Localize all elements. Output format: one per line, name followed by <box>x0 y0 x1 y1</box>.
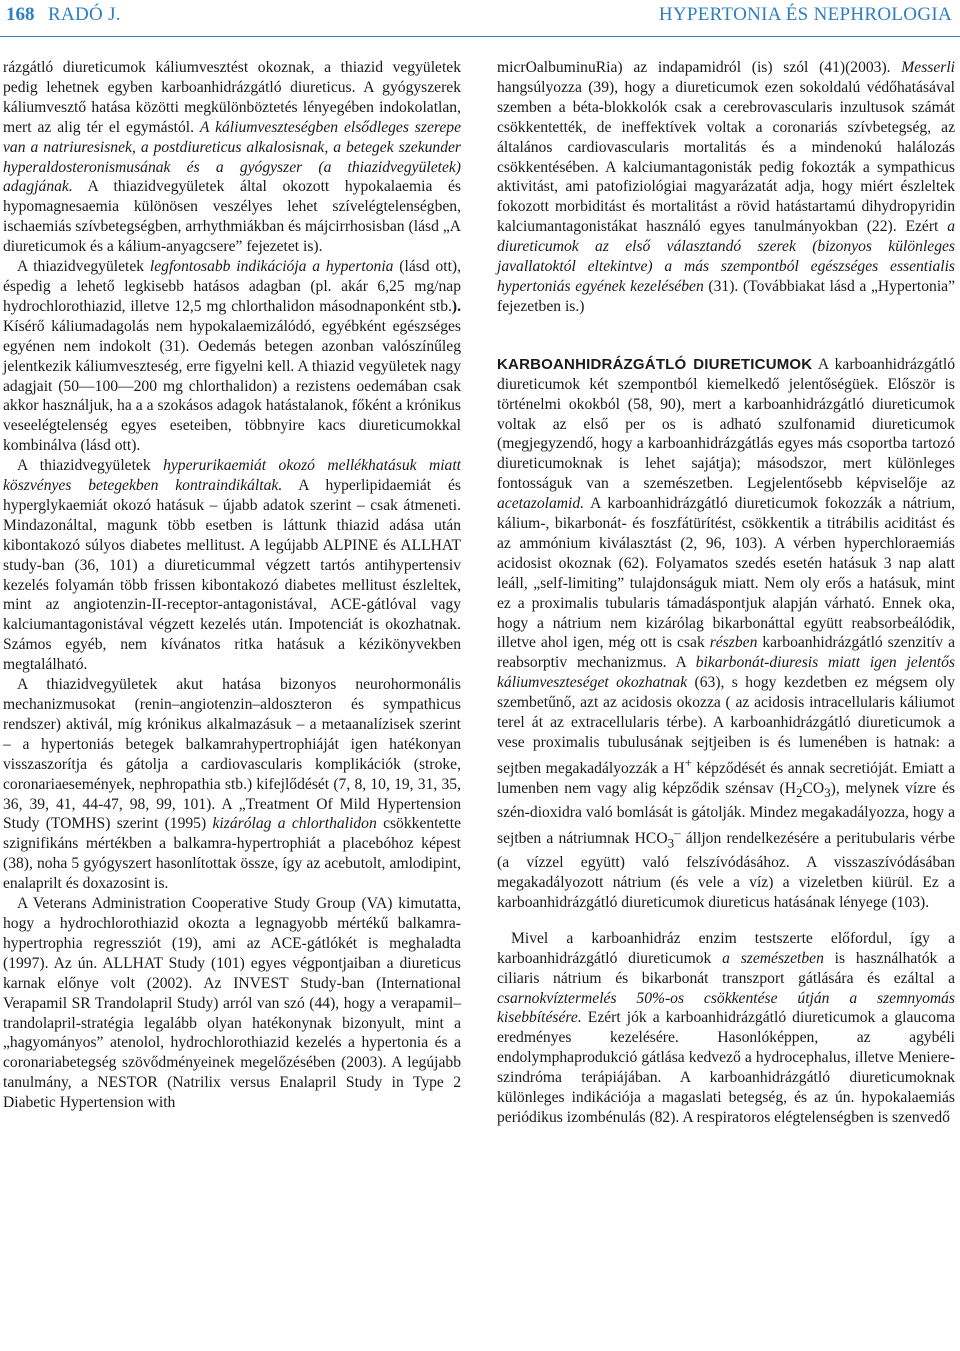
italic-run: a diureticumok az első választandó szerek (bizonyos különleges javallatoktól eltekintve) a más szempontból egészséges essentialis hypertoniás egyének kezelésében <box>497 218 955 295</box>
text-run: rázgátló diureticumok káliumvesztést okoznak, a thiazid vegyületek pedig lehetnek egyben karboanhidrázgátló diureticus. A gyógyszerek káliumvesztő hatása közötti megkülönböztetés lényegében indokolatlan, mert az alig tér el egymástól. <box>3 59 461 136</box>
italic-run: csarnokvíztermelés 50%-os csökkentése útján a szemnyomás kisebbítésére. <box>497 989 955 1027</box>
subscript: 2 <box>795 785 803 801</box>
running-author: RADÓ J. <box>48 4 121 25</box>
text-run: is használhatók a ciliaris nátrium és bikarbonát transzport gátlására és ezáltal a <box>497 949 956 987</box>
italic-run: hyperurikaemiát okozó mellékhatásuk miatt köszvényes betegekben kontraindikáltak. <box>3 457 462 495</box>
text-run: csökkentette szignifikáns mértékben a balkamra-hypertrophiát a placebóhoz képest (38), noha 5 gyógyszert hasonlítottak össze, így az acebutolt, amlodipint, enalaprilt és doxazosint is. <box>3 815 462 893</box>
section-heading: KARBOANHIDRÁZGÁTLÓ DIURETICUMOK <box>497 355 813 373</box>
paragraph: A Veterans Administration Cooperative Study Group (VA) kimutatta, hogy a hydrochlorothiazid okozta a legnagyobb mértékű balkamra-hypertrophia regressziót (19), ami az ACE-gátlókét is meghaladta (1997). Az ún. ALLHAT Study (101) egyes végpontjaiban a diureticus karnak előnye volt (2002). Az INVEST Study-ban (International Verapamil SR Trandolapril Study) arról van szó (44), hogy a verapamil–trandolapril-stratégia legalább olyan hatékonynak bizonyult, mint a „hagyományos” atenolol, hydrochlorothiazid kezelés a hypertonia és a coronariabetegség szövődményeinek megelőzésében (2003). A legújabb tanulmány, a NESTOR (Natrilix versus Enalapril Study in Type 2 Diabetic Hypertension with <box>3 895 461 1112</box>
text-run: ), melynek vízre és szén-dioxidra való bomlását is gátolják. Mindez megakadályozza, hogy a sejtben a nátriumnak HCO <box>497 780 955 848</box>
text-run: CO <box>802 780 825 797</box>
paragraph <box>497 929 955 1128</box>
paragraph <box>497 355 955 913</box>
text-run: A hyperlipidaemiát és hyperglykaemiát okozó hatásuk – újabb adatok szerint – csak átmeneti. Mindazonáltal, magunk több esetben is láttunk thiazid adása után kibontakozó súlyos diabetes mellitust. A legújabb ALPINE és ALLHAT study-ban (36, 101) a diureticummal végzett tartós antihypertensiv kezelés folyamán több frissen kibontakozó diabetes mellitust észleltek, mint az angiotenzin-II-receptor-antagonistával, ACE-gátlóval vagy kalciumantagonistával végzett kezelés után. Impotenciát is okozhatnak. Számos egyéb, nem kívánatos ritka hatásuk a kézikönyvekben megtalálható. <box>3 477 461 674</box>
header-rule <box>0 36 960 37</box>
text-run: A karboanhidrázgátló diureticumok fokozzák a nátrium, kálium-, bikarbonát- és foszfátürítést, csökkentik a titrábilis aciditást és az ammónium kiválasztást (2, 96, 103). A vérben hyperchloraemiás acidosist okoznak (62). Folyamatos szedés esetén hatásuk 3 nap alatt leáll, „self-limiting” tulajdonságuk miatt. Nem oly erős a hatásuk, mint ez a proximalis tubularis támadáspontjuk alapján várható. Ennek oka, hogy a nátrium nem kizárólag bikarbonáttal együtt reabsorbeálódik, illetve ahol igen, még ott is csak <box>497 495 955 652</box>
running-section-title: HYPERTONIA ÉS NEPHROLOGIA <box>658 4 952 25</box>
left-column <box>3 58 461 1113</box>
italic-run: részben <box>709 634 758 652</box>
italic-run: A káliumveszteségben elsődleges szerepe van a natriuresisnek, a postdiureticus alkalosisnak, a betegek szekunder hyperaldosteronismusának és a gyógyszer (a thiazidvegyületek) adagjának. <box>3 118 461 196</box>
right-column <box>497 58 955 1128</box>
subscript: 3 <box>824 785 831 801</box>
text-run: A thiazidvegyületek akut hatása bizonyos neurohormonális mechanizmusokat (renin–angiotenzin–aldoszteron és sympathicus rendszer) aktivál, míg krónikus alkalmazásuk – a metaanalízisek szerint – a hypertoniás betegek balkamrahypertrophiáját igen hatékonyan visszaszorítja és gátolja a cardiovascularis komplikációk (stroke, coronariaesemények, nephropathia stb.) kifejlődését (7, 8, 10, 19, 31, 35, 36, 39, 41, 44-47, 98, 99, 101). A „Treatment Of Mild Hypertension Study (TOMHS) szerint (1995) <box>3 676 461 833</box>
text-run: micrOalbuminuRia) az indapamidról (is) szól (41)(2003). <box>497 59 902 76</box>
superscript: + <box>684 754 692 770</box>
page-number: 168 <box>6 4 35 25</box>
text-run: Ezért jók a karboanhidrázgátló diureticumok a glaucoma eredményes kezelésére. Hasonlóképpen, az agybéli endolymphaprodukció gátlása kedvező a hydrocephalus, illetve Meniere-szindróma terápiájában. A karboanhidrázgátló diureticumoknak különleges indikációja a magaslati betegség, és az ún. hypokalaemiás periódikus izombénulás (82). A respiratoros elégtelenségben is szenvedő <box>497 1009 955 1126</box>
text-run: (lásd ott), éspedig a lehető legkisebb hatásos adagban (pl. akár 6,25 mg/nap hydrochlorothiazid, illetve 12,5 mg chlorthalidon másodnaponként stb. <box>3 258 461 315</box>
text-run: (63), s hogy kezdetben ez mégsem oly szembetűnő, azt az acidosis okozza ( az acidosis intracellularis káliumot terel át az extracellularis térbe). A karboanhidrázgátló diureticumok a vese proximalis tubulusának sejtjeiben is és lumenében is hatnak: a sejtben megakadályozzák a H <box>497 674 955 778</box>
text-run: Mivel a karboanhidráz enzim testszerte előfordul, így a karboanhidrázgátló diureticumok <box>497 929 955 967</box>
paragraph <box>3 257 461 456</box>
italic-run: kizárólag a chlorthalidon <box>212 815 377 833</box>
text-run: karboanhidrázgátló szenzitív a reabsorptiv mechanizmus. A <box>497 634 955 672</box>
text-run: A thiazidvegyületek <box>17 258 150 276</box>
paragraph <box>3 675 461 894</box>
superscript: – <box>674 824 681 840</box>
text-run: A thiazidvegyületek <box>17 457 164 475</box>
italic-run: legfontosabb indikációja a hypertonia <box>149 258 394 276</box>
text-run: álljon rendelkezésére a peritubularis vérbe (a vízzel együtt) való felszívódásához. A visszaszívódásában megakadályozott nátrium (és vele a víz) a vizeletben kiürül. Ez a karboanhidrázgátló diureticumok diureticus hatásának lényege (103). <box>497 830 955 911</box>
italic-run: Messerli <box>901 59 955 76</box>
text-run: (31). (Továbbiakat lásd a „Hypertonia” fejezetben is.) <box>497 277 955 315</box>
bold-run: ). <box>451 297 461 315</box>
text-run: Kísérő káliumadagolás nem hypokalaemizálódó, egyébként egészséges egyénen nem indokolt (31). Oedemás betegen azonban valószínűleg jelentkezik káliumveszteség, erre figyelni kell. A thiazid vegyületek nagy adagjait (50—100—200 mg chlorthalidon) a rezistens oedemában csak akkor használjuk, ha a a szokásos adagok hatástalanok, főként a krónikus veseelégtelenség egyes eseteiben, többnyire kacs diureticumokkal kombinálva (lásd ott). <box>3 317 461 455</box>
paragraph <box>3 58 461 257</box>
text-run: A thiazidvegyületek által okozott hypokalaemia és hypomagnesaemia különösen veszélyes lehet szívelégtelenségben, ischaemiás szívbetegségben, arrhythmiákban és májcirrhosisban (lásd „A diureticumok és a kálium-anyagcsere” fejezetet is). <box>3 178 461 256</box>
paragraph <box>497 58 955 317</box>
subscript: 3 <box>667 835 675 851</box>
text-run: A karboanhidrázgátló diureticumok két szempontból kiemelkedő jelentőségüek. Először is történelmi okokból (58, 90), mert a karboanhidrázgátló diureticumok voltak az első per os is adható szulfonamid diureticumok (megjegyzendő, hogy a karboanhidrázgátlás egyes más csoportba tartozó diureticumoknak is lehet sajátja); másodszor, mert különleges fontosságuk van a szemészetben. Legjelentősebb képviselője az <box>497 355 955 493</box>
italic-run: a szemészetben <box>722 949 824 967</box>
running-header <box>0 0 960 34</box>
paragraph <box>3 456 461 675</box>
italic-run: bikarbonát-diuresis miatt igen jelentős káliumveszteséget okozhatnak <box>497 654 955 692</box>
text-run: hangsúlyozza (39), hogy a diureticumok ezen sokoldalú védőhatásával szemben a béta-blokkolók csak a cerebrovascularis inzultusok számát csökkentették, de ineffektívek voltak a coronariás szívbetegség, az általános cardiovascularis mortalitás és a mindenokú halálozás csökkentésében. A kalciumantagonisták pedig fokozták a sympathicus aktivitást, ami patofiziológiai magyarázatát adja, hogy miért észleltek fokozott morbiditást és mortalitást a rövid hatástartamú dihydropyridin kalciumantagonistákat használó egyes tanulmányokban (22). Ezért <box>497 78 955 236</box>
italic-run: acetazolamid. <box>497 495 585 513</box>
text-run: képződését és annak secretióját. Emiatt a lumenben nem vagy alig képződik szénsav (H <box>497 760 955 797</box>
